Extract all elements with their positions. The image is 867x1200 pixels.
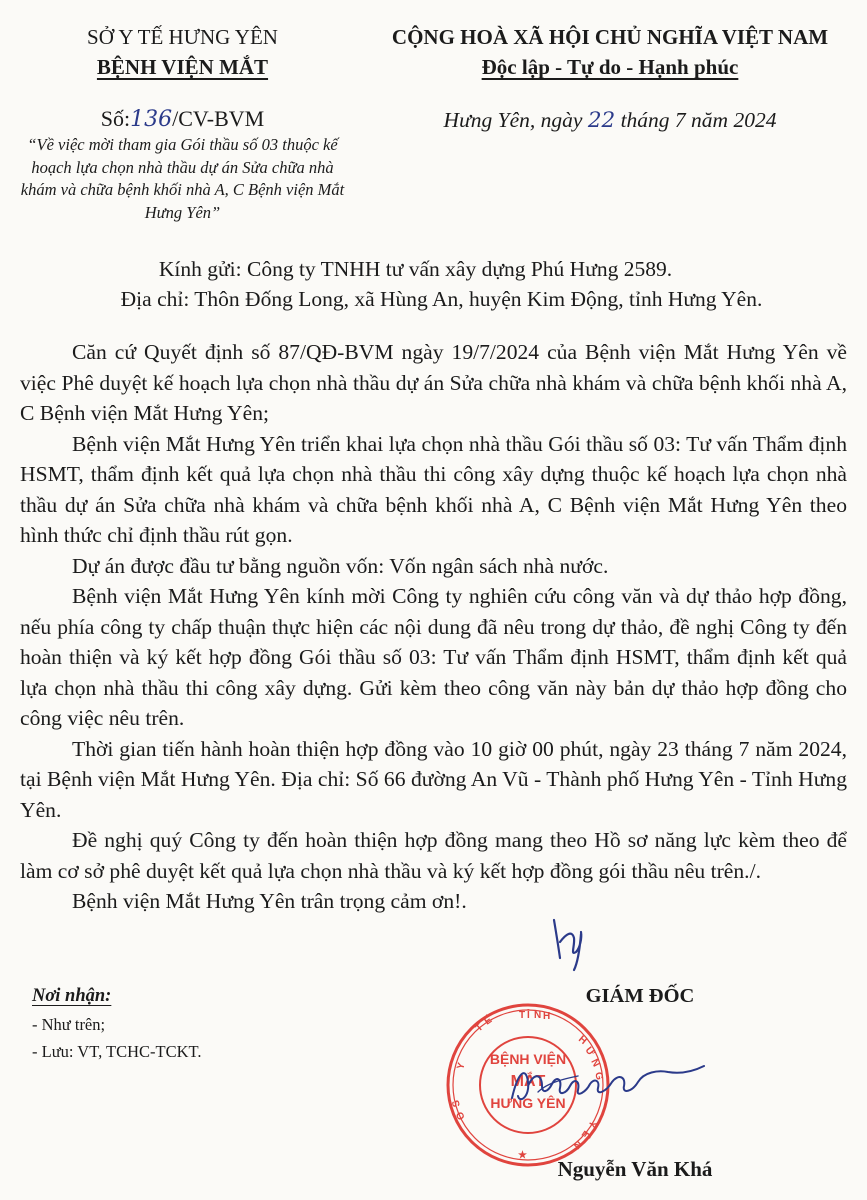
paragraph: Bệnh viện Mắt Hưng Yên trân trọng cảm ơn!. <box>72 889 467 913</box>
svg-text:T: T <box>519 1010 526 1021</box>
recipients-list <box>32 986 202 1065</box>
paragraph: Thời gian tiến hành hoàn thiện hợp đồng vào 10 giờ 00 phút, ngày 23 tháng 7 năm 2024, tại Bệnh viện Mắt Hưng Yên. Địa chỉ: Số 66 đường An Vũ - Thành phố Hưng Yên - Tỉnh Hưng Yên. <box>20 736 847 822</box>
paragraph: Bệnh viện Mắt Hưng Yên kính mời Công ty nghiên cứu công văn và dự thảo hợp đồng, nếu phía công ty chấp thuận thực hiện các nội dung đã nêu trong dự thảo, đề nghị Công ty đến hoàn thiện và ký kết hợp đồng Gói thầu số 03: Tư vấn Thẩm định HSMT, thẩm định kết quả lựa chọn nhà thầu thi công xây dựng. Gửi kèm theo công văn này bản dự thảo hợp đồng cho công việc nêu trên. <box>20 584 847 730</box>
recipient-block <box>0 254 867 314</box>
svg-text:Y: Y <box>585 1118 599 1130</box>
nation-motto: Độc lập - Tự do - Hạnh phúc <box>481 55 739 79</box>
recipient-item: - Như trên; <box>32 1015 106 1034</box>
recipient-to: Kính gửi: Công ty TNHH tư vấn xây dựng Phú Hưng 2589. <box>158 257 673 281</box>
stamp-line-2: MẮT <box>510 1073 546 1090</box>
svg-text:N: N <box>534 1010 542 1021</box>
recipient-address: Địa chỉ: Thôn Đống Long, xã Hùng An, huyện Kim Động, tỉnh Hưng Yên. <box>120 287 763 311</box>
handwritten-day: 22 <box>587 108 616 133</box>
signer-role: GIÁM ĐỐC <box>585 985 695 1007</box>
svg-text:Y: Y <box>455 1061 468 1071</box>
svg-text:Ế: Ế <box>482 1014 495 1028</box>
svg-text:N: N <box>570 1137 584 1151</box>
handwritten-number: 136 <box>130 107 173 132</box>
recipient-item: - Lưu: VT, TCHC-TCKT. <box>32 1042 202 1061</box>
initial-mark-icon <box>548 912 588 976</box>
signer-name: Nguyễn Văn Khá <box>557 1157 713 1181</box>
document-number: Số:136/CV-BVM <box>100 106 265 132</box>
svg-text:S: S <box>450 1098 463 1109</box>
svg-text:Ỉ: Ỉ <box>527 1010 530 1021</box>
svg-text:H: H <box>576 1033 589 1047</box>
svg-text:N: N <box>588 1057 602 1069</box>
issuer-block <box>20 22 345 82</box>
paragraph: Bệnh viện Mắt Hưng Yên triển khai lựa chọn nhà thầu Gói thầu số 03: Tư vấn Thẩm định HSMT, thẩm định kết quả lựa chọn nhà thầu thi công xây dựng thuộc kế hoạch lựa chọn nhà thầu dự án Sửa chữa nhà khám và chữa bệnh khối nhà A, C Bệnh viện Mắt Hưng Yên theo hình thức chỉ định thầu rút gọn. <box>20 431 847 547</box>
paragraph: Dự án được đầu tư bằng nguồn vốn: Vốn ngân sách nhà nước. <box>72 553 609 578</box>
svg-text:T: T <box>473 1021 486 1035</box>
letter-body <box>20 337 847 917</box>
hospital-name: BỆNH VIỆN MẮT <box>96 55 269 79</box>
svg-text:Ư: Ư <box>582 1045 597 1059</box>
document-subject: “Về việc mời tham gia Gói thầu số 03 thuộc kế hoạch lựa chọn nhà thầu dự án Sửa chữa nhà khám và chữa bệnh khối nhà A, C Bệnh viện Mắt Hưng Yên” <box>20 135 345 222</box>
svg-text:Ê: Ê <box>578 1128 592 1141</box>
stamp-line-1: BỆNH VIỆN <box>489 1051 567 1067</box>
paragraph: Đề nghị quý Công ty đến hoàn thiện hợp đồng mang theo Hồ sơ năng lực kèm theo để làm cơ sở phê duyệt kết quả lựa chọn nhà thầu và ký kết hợp đồng gói thầu nêu trên./. <box>20 828 847 883</box>
svg-text:★: ★ <box>518 1150 527 1161</box>
svg-text:G: G <box>592 1070 605 1082</box>
svg-text:H: H <box>543 1011 551 1022</box>
handwritten-signature-icon <box>508 1052 708 1122</box>
nation-title: CỘNG HOÀ XÃ HỘI CHỦ NGHĨA VIỆT NAM <box>391 25 829 49</box>
nation-block <box>340 22 867 82</box>
document-date: Hưng Yên, ngày 22 tháng 7 năm 2024 <box>443 108 777 133</box>
svg-text:O: O <box>454 1109 468 1122</box>
recipients-title: Nơi nhận: <box>32 986 112 1006</box>
stamp-line-3: HƯNG YÊN <box>490 1095 566 1111</box>
department-name: SỞ Y TẾ HƯNG YÊN <box>87 25 278 49</box>
paragraph: Căn cứ Quyết định số 87/QĐ-BVM ngày 19/7/2024 của Bệnh viện Mắt Hưng Yên về việc Phê duyệt kế hoạch lựa chọn nhà thầu dự án Sửa chữa nhà khám và chữa bệnh khối nhà A, C Bệnh viện Mắt Hưng Yên; <box>20 340 847 425</box>
